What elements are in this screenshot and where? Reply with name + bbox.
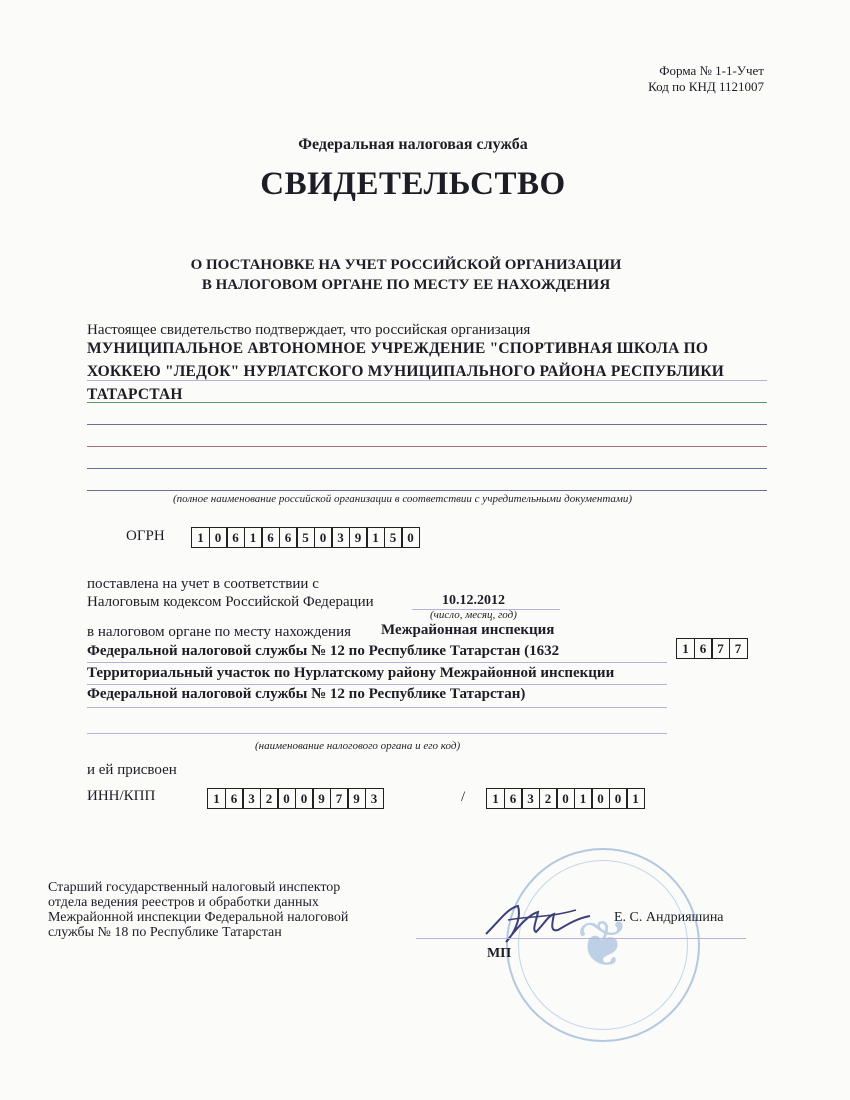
name-underline	[87, 468, 767, 469]
signature-underline	[416, 938, 746, 939]
digit-cell: 1	[191, 527, 210, 548]
form-number: Форма № 1-1-Учет	[659, 63, 764, 78]
tax-authority-line-3: Территориальный участок по Нурлатскому району Межрайонной инспекции	[87, 665, 615, 681]
digit-cell: 9	[347, 788, 366, 809]
digit-cell: 5	[384, 527, 403, 548]
digit-cell: 1	[366, 527, 385, 548]
eagle-emblem-icon: ❦	[576, 909, 630, 980]
organization-name-line-2: ХОККЕЮ "ЛЕДОК" НУРЛАТСКОГО МУНИЦИПАЛЬНОГО РАЙОНА РЕСПУБЛИКИ	[87, 363, 725, 380]
digit-cell: 1	[207, 788, 226, 809]
name-underline	[87, 424, 767, 425]
subtitle-line-2: В НАЛОГОВОМ ОРГАНЕ ПО МЕСТУ ЕЕ НАХОЖДЕНИЯ	[201, 277, 611, 293]
digit-cell: 0	[401, 527, 420, 548]
digit-cell: 0	[609, 788, 628, 809]
digit-cell: 0	[277, 788, 296, 809]
tax-authority-line-2: Федеральной налоговой службы № 12 по Республике Татарстан (1632	[87, 643, 560, 659]
tax-authority-line-1: Межрайонная инспекция	[381, 622, 555, 638]
digit-cell: 6	[261, 527, 280, 548]
digit-cell: 5	[296, 527, 315, 548]
digit-cell: 0	[295, 788, 314, 809]
tax-authority-prefix: в налоговом органе по месту нахождения	[87, 624, 352, 640]
digit-cell: 9	[349, 527, 368, 548]
digit-cell: 1	[676, 638, 695, 659]
digit-cell: 3	[331, 527, 350, 548]
signatory-position-line: Старший государственный налоговый инспектор	[48, 880, 341, 895]
digit-cell: 3	[521, 788, 540, 809]
name-underline	[87, 402, 767, 403]
seal-label: МП	[487, 946, 512, 961]
tax-authority-code-boxes	[676, 638, 748, 659]
assignment-label: и ей присвоен	[87, 762, 177, 778]
inn-boxes	[207, 788, 384, 809]
authority-underline	[87, 707, 667, 708]
inn-kpp-label: ИНН/КПП	[87, 788, 156, 804]
digit-cell: 3	[365, 788, 384, 809]
digit-cell: 1	[244, 527, 263, 548]
signatory-position-line: отдела ведения реестров и обработки данных	[48, 895, 319, 910]
tax-authority-line-4: Федеральной налоговой службы № 12 по Республике Татарстан)	[87, 686, 526, 702]
digit-cell: 6	[225, 788, 244, 809]
signature-icon	[478, 890, 596, 954]
registration-line-1: поставлена на учет в соответствии с	[87, 576, 319, 592]
digit-cell: 0	[209, 527, 228, 548]
digit-cell: 2	[260, 788, 279, 809]
digit-cell: 7	[729, 638, 748, 659]
authority-underline	[87, 733, 667, 734]
digit-cell: 6	[226, 527, 245, 548]
authority-underline	[87, 662, 667, 663]
registration-line-2: Налоговым кодексом Российской Федерации	[87, 594, 374, 610]
name-underline	[87, 446, 767, 447]
form-reference	[648, 63, 764, 95]
kpp-boxes	[486, 788, 645, 809]
date-caption: (число, месяц, год)	[430, 609, 517, 621]
digit-cell: 1	[486, 788, 505, 809]
digit-cell: 6	[504, 788, 523, 809]
digit-cell: 2	[539, 788, 558, 809]
digit-cell: 6	[694, 638, 713, 659]
digit-cell: 3	[242, 788, 261, 809]
digit-cell: 7	[711, 638, 730, 659]
digit-cell: 0	[314, 527, 333, 548]
name-underline	[87, 380, 767, 381]
digit-cell: 9	[312, 788, 331, 809]
tax-authority-caption: (наименование налогового органа и его код)	[255, 740, 461, 752]
signatory-position-line: службы № 18 по Республике Татарстан	[48, 925, 282, 940]
authority-underline	[87, 684, 667, 685]
signatory-name: Е. С. Андрияшина	[614, 910, 724, 925]
ogrn-boxes	[191, 527, 420, 548]
digit-cell: 0	[556, 788, 575, 809]
digit-cell: 1	[626, 788, 645, 809]
signatory-position	[48, 880, 348, 940]
ogrn-label: ОГРН	[126, 528, 165, 544]
digit-cell: 6	[279, 527, 298, 548]
signatory-position-line: Межрайонной инспекции Федеральной налоговой	[48, 910, 349, 925]
organization-intro: Настоящее свидетельство подтверждает, что российская организация	[87, 322, 531, 338]
digit-cell: 7	[330, 788, 349, 809]
name-underline	[87, 490, 767, 491]
subtitle-line-1: О ПОСТАНОВКЕ НА УЧЕТ РОССИЙСКОЙ ОРГАНИЗАЦИИ	[190, 257, 622, 273]
organization-name-line-3: ТАТАРСТАН	[87, 386, 183, 403]
inn-kpp-separator: /	[461, 789, 466, 805]
organization-name-line-1: МУНИЦИПАЛЬНОЕ АВТОНОМНОЕ УЧРЕЖДЕНИЕ "СПОРТИВНАЯ ШКОЛА ПО	[87, 340, 709, 357]
digit-cell: 1	[574, 788, 593, 809]
service-name: Федеральная налоговая служба	[298, 136, 528, 153]
organization-caption: (полное наименование российской организации в соответствии с учредительными документами)	[173, 493, 633, 505]
knd-code: Код по КНД 1121007	[648, 79, 764, 94]
registration-date: 10.12.2012	[442, 593, 505, 608]
digit-cell: 0	[591, 788, 610, 809]
document-title: СВИДЕТЕЛЬСТВО	[260, 166, 566, 202]
